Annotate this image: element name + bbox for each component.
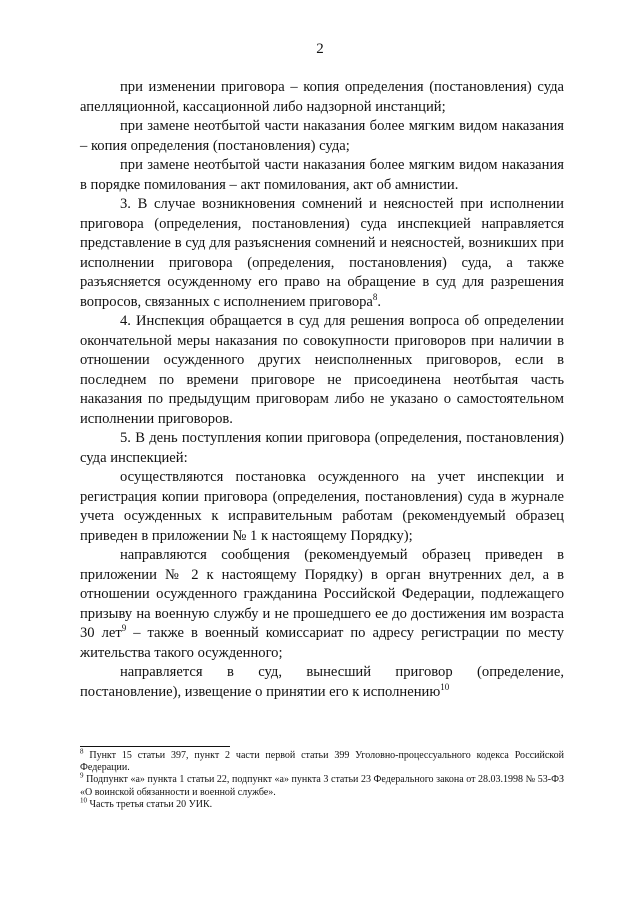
footnote-divider <box>80 746 230 747</box>
footnote: $^8$ Пункт 15 статьи 397, пункт 2 части первой статьи 399 Уголовно-процессуального кодекса Российской Федерации. <box>80 747 564 774</box>
footnote: $^{10}$ Часть третья статьи 20 УИК. <box>80 796 213 810</box>
paragraph: 5. В день поступления копии приговора (определения, постановления) суда инспекцией: <box>80 430 564 466</box>
footnote: $^9$ Подпункт «а» пункта 1 статьи 22, подпункт «а» пункта 3 статьи 23 Федерального закона от 28.03.1998 № 53-ФЗ «О воинской обязанности и военной службе». <box>80 772 564 798</box>
footnote-mark: 8 <box>80 747 84 756</box>
footnote-reference[interactable]: 8 <box>372 291 378 302</box>
paragraph: при изменении приговора – копия определения (постановления) суда апелляционной, кассационной либо надзорной инстанций; <box>80 79 564 115</box>
paragraph: при замене неотбытой части наказания более мягким видом наказания в порядке помилования – акт помилования, акт об амнистии. <box>80 157 564 193</box>
footnote-reference[interactable]: 10 <box>440 681 450 692</box>
footnotes <box>80 747 564 811</box>
paragraph: 3. В случае возникновения сомнений и неясностей при исполнении приговора (определения, постановления) суда инспекцией направляется представление в суд для разъяснения сомнений и неясностей, возникших при исполнении приговора (определения, постановления) суда, а также разъясняется осужденному его право на обращение в суд для разрешения вопросов, связанных с исполнением приговора$^8$. <box>80 196 564 310</box>
page-number: 2 <box>316 41 324 57</box>
paragraph: осуществляются постановка осужденного на учет инспекции и регистрация копии приговора (определения, постановления) суда в журнале учета осужденных к исправительным работам (рекомендуемый образец приведен в приложении № 1 к настоящему Порядку); <box>80 469 564 544</box>
footnote-mark: 9 <box>80 772 84 781</box>
paragraph: направляется в суд, вынесший приговор (определение, постановление), извещение о принятии его к исполнению$^{10}$ <box>80 664 564 700</box>
paragraph: направляются сообщения (рекомендуемый образец приведен в приложении № 2 к настоящему Порядку) в орган внутренних дел, а в отношении осужденного гражданина Российской Федерации, подлежащего призыву на военную службу и не прошедшего ее до достижения им возраста 30 лет$^9$ – также в военный комиссариат по адресу регистрации по месту жительства такого осужденного; <box>80 547 564 661</box>
footnote-reference[interactable]: 9 <box>121 623 127 634</box>
footnote-mark: 10 <box>80 796 87 805</box>
document-body <box>80 78 564 702</box>
paragraph: 4. Инспекция обращается в суд для решения вопроса об определении окончательной меры наказания по совокупности приговоров при наличии в отношении осужденного других неисполненных приговоров, если в последнем по времени приговоре не присоединена неотбытая часть наказания по предыдущим приговорам либо не указано о самостоятельном исполнении приговоров. <box>80 313 564 427</box>
paragraph: при замене неотбытой части наказания более мягким видом наказания – копия определения (постановления) суда; <box>80 118 564 154</box>
